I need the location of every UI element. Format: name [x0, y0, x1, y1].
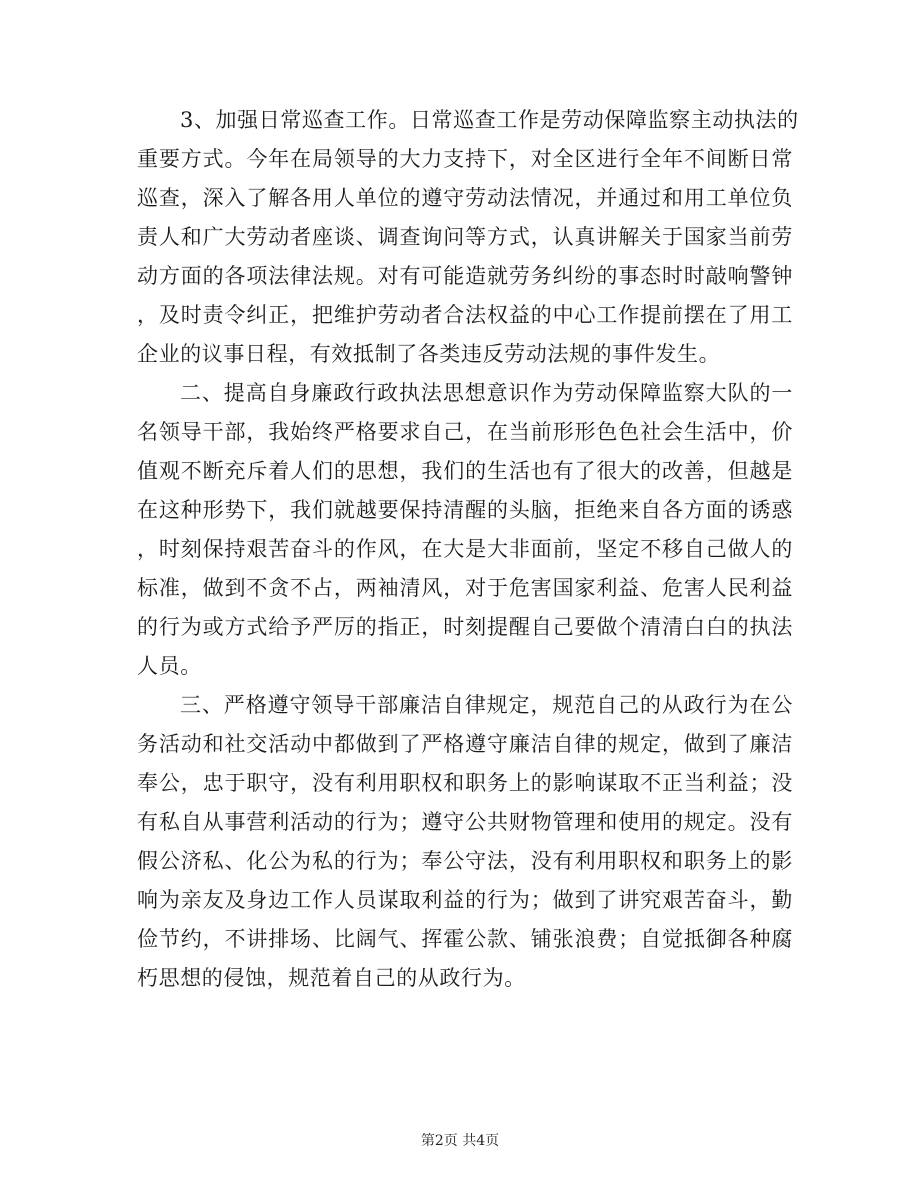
text-line: 值观不断充斥着人们的思想，我们的生活也有了很大的改善，但越是	[137, 459, 793, 483]
text-line: 假公济私、化公为私的行为；奉公守法，没有利用职权和职务上的影	[137, 849, 793, 873]
text-line: 奉公，忠于职守，没有利用职权和职务上的影响谋取不正当利益；没	[137, 771, 793, 795]
text-line: 人员。	[137, 654, 202, 678]
text-line: 3、加强日常巡查工作。日常巡查工作是劳动保障监察主动执法的	[180, 108, 799, 132]
text-line: 响为亲友及身边工作人员谋取利益的行为；做到了讲究艰苦奋斗，勤	[137, 888, 793, 912]
text-line: 动方面的各项法律法规。对有可能造就劳务纠纷的事态时时敲响警钟	[137, 264, 793, 288]
text-line: 标准，做到不贪不占，两袖清风，对于危害国家利益、危害人民利益	[137, 576, 793, 600]
text-line: 巡查，深入了解各用人单位的遵守劳动法情况，并通过和用工单位负	[137, 186, 793, 210]
text-line: 二、提高自身廉政行政执法思想意识作为劳动保障监察大队的一	[180, 381, 793, 405]
document-body	[137, 101, 799, 998]
text-line: 有私自从事营利活动的行为；遵守公共财物管理和使用的规定。没有	[137, 810, 793, 834]
text-line: 俭节约，不讲排场、比阔气、挥霍公款、铺张浪费；自觉抵御各种腐	[137, 927, 793, 951]
text-line: ，时刻保持艰苦奋斗的作风，在大是大非面前，坚定不移自己做人的	[137, 537, 793, 561]
text-line: 三、严格遵守领导干部廉洁自律规定，规范自己的从政行为在公	[180, 693, 793, 717]
text-line: 在这种形势下，我们就越要保持清醒的头脑，拒绝来自各方面的诱惑	[137, 498, 793, 522]
text-line: 企业的议事日程，有效抵制了各类违反劳动法规的事件发生。	[137, 342, 721, 366]
text-line: 责人和广大劳动者座谈、调查询问等方式，认真讲解关于国家当前劳	[137, 225, 793, 249]
text-line: 名领导干部，我始终严格要求自己，在当前形形色色社会生活中，价	[137, 420, 793, 444]
text-line: 朽思想的侵蚀，规范着自己的从政行为。	[137, 966, 526, 990]
text-line: 重要方式。今年在局领导的大力支持下，对全区进行全年不间断日常	[137, 147, 793, 171]
text-line: 务活动和社交活动中都做到了严格遵守廉洁自律的规定，做到了廉洁	[137, 732, 793, 756]
page-indicator: 第2页 共4页	[420, 1133, 500, 1149]
text-line: 的行为或方式给予严厉的指正，时刻提醒自己要做个清清白白的执法	[137, 615, 793, 639]
text-line: ，及时责令纠正，把维护劳动者合法权益的中心工作提前摆在了用工	[137, 303, 793, 327]
